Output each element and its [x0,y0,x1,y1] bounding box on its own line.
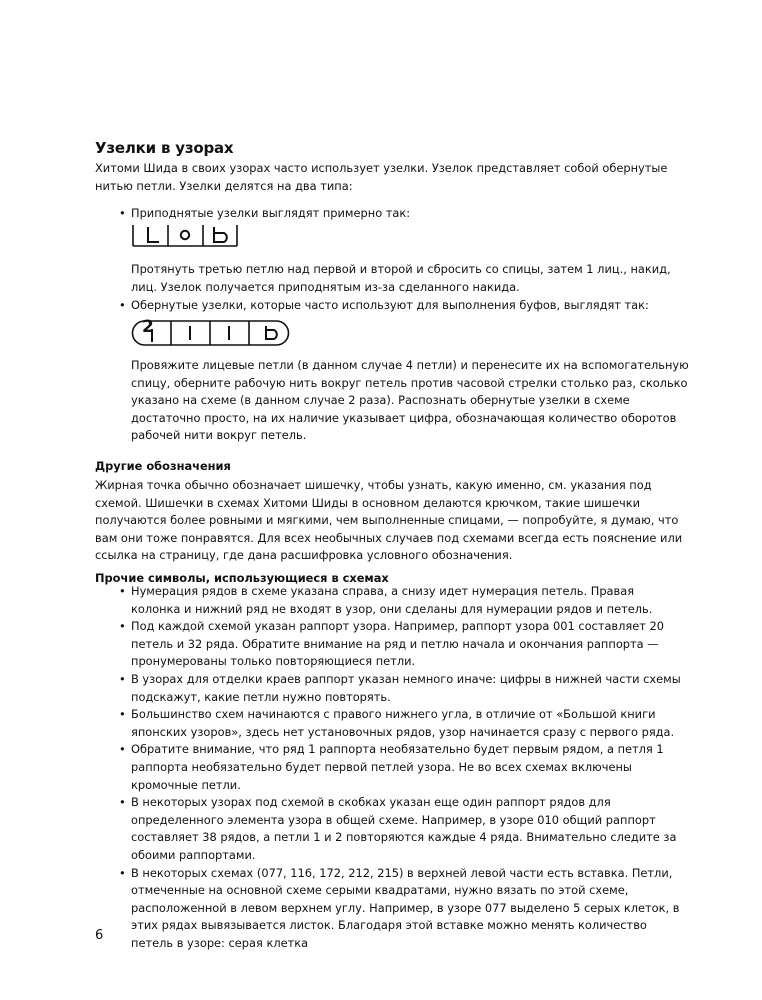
wrapped-knot-symbol [131,318,291,348]
bullet-wrapped-knots-text: Обернутые узелки, которые часто используют для выполнения буфов, выглядят так: [131,298,649,312]
list-item: • Нумерация рядов в схеме указана справа, а снизу идет нумерация петель. Правая колонка и нижний ряд не входят в узор, они сделаны для нумерации рядов и петель. [119,583,687,618]
section-title-knots: Узелки в узорах [95,139,234,157]
list-item: • В некоторых узорах под схемой в скобках указан еще один раппорт рядов для определенного элемента узора в общей схеме. Например, в узоре 010 общий раппорт составляет 38 рядов, а петли 1 и 2 повторяются каждые 4 ряда. Внимательно следите за обоими раппортами. [119,794,687,864]
bullet-wrapped-knots [119,297,679,315]
wrapped-knot-outline [131,318,291,348]
bullet-raised-knots-text: Приподнятые узелки выглядят примерно так: [131,206,411,220]
list-item: • Обратите внимание, что ряд 1 раппорта необязательно будет первым рядом, а петля 1 раппорта необязательно будет первой петлей узора. Не во всех схемах включены кромочные петли. [119,741,687,794]
list-item: • В узорах для отделки краев раппорт указан немного иначе: цифры в нижней части схемы подскажут, какие петли нужно повторять. [119,671,687,706]
bullet-dot: • [119,298,126,312]
raised-knot-symbol [131,222,239,248]
other-symbols-list [119,583,687,952]
bullet-dot: • [119,206,126,220]
knots-intro: Хитоми Шида в своих узорах часто использует узелки. Узелок представляет собой обернутые нитью петли. Узелки делятся на два типа: [95,161,668,193]
wrap-count-label: 2 [142,317,154,337]
wrapped-knots-note: Провяжите лицевые петли (в данном случае 4 петли) и перенесите их на вспомогательную спицу, оберните рабочую нить вокруг петель против часовой стрелки столько раз, сколько указано на схеме (в данном случае 2 раза). Распознать обернутые узелки в схеме достаточно просто, на их наличие указывает цифра, обозначающая количество оборотов рабочей нити вокруг петель. [131,358,689,442]
raised-knots-note: Протянуть третью петлю над первой и второй и сбросить со спицы, затем 1 лиц., накид, лиц. Узелок получается приподнятым из-за сделанного накида. [131,262,671,294]
list-item: • В некоторых схемах (077, 116, 172, 212, 215) в верхней левой части есть вставка. Петли, отмеченные на основной схеме серыми квадратами, нужно вязать по этой схеме, расположенной в левом верхнем углу. Например, в узоре 077 выделено 5 серых клеток, в этих рядах вывязывается листок. Благодаря этой вставке можно менять количество петель в узоре: серая клетка [119,865,687,953]
page-number: 6 [95,928,104,943]
list-item: • Большинство схем начинаются с правого нижнего угла, в отличие от «Большой книги японских узоров», здесь нет установочных рядов, узор начинается сразу с первого ряда. [119,706,687,741]
bullet-raised-knots [119,205,679,223]
section-title-other-notations: Другие обозначения [95,459,231,473]
section-title-other-symbols: Прочие символы, использующиеся в схемах [95,571,389,585]
list-item: • Под каждой схемой указан раппорт узора. Например, раппорт узора 001 составляет 20 петель и 32 ряда. Обратите внимание на ряд и петлю начала и окончания раппорта — пронумерованы только повторяющиеся петли. [119,618,687,671]
other-notations-text: Жирная точка обычно обозначает шишечку, чтобы узнать, какую именно, см. указания под схемой. Шишечки в схемах Хитоми Шиды в основном делаются крючком, такие шишечки получаются более ровными и мягкими, чем выполненные спицами, — попробуйте, я думаю, что вам они тоже понравятся. Для всех необычных случаев под схемами всегда есть пояснение или ссылка на страницу, где дана расшифровка условного обозначения. [95,478,683,562]
